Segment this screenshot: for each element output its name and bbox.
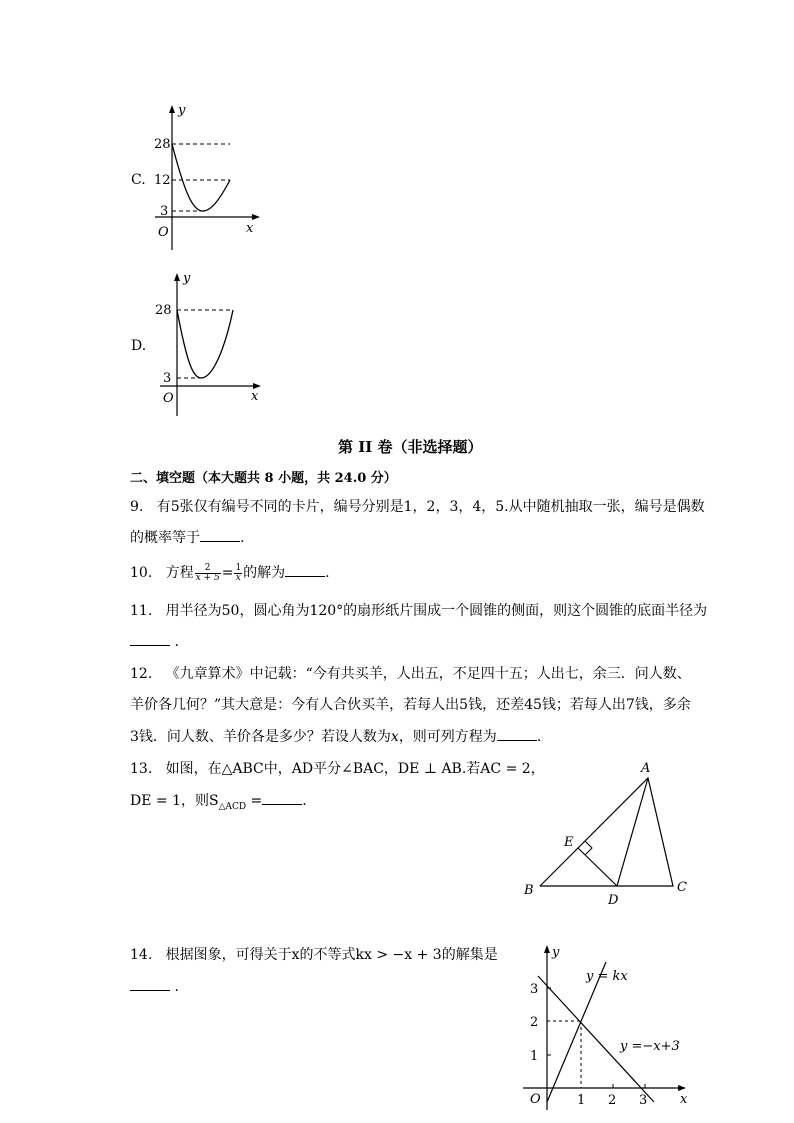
q14-x-tick-1: 1: [577, 1093, 586, 1108]
q14-origin-label: O: [530, 1092, 541, 1107]
q10-pre: 方程: [165, 565, 194, 581]
part-title: 第 II 卷（非选择题）: [338, 438, 483, 456]
q13-line2: [130, 790, 307, 817]
q11-answer-blank[interactable]: [130, 631, 170, 646]
option-d-graph: [155, 268, 270, 418]
q10-equals: =: [221, 565, 234, 581]
q14-y-tick-3: 3: [530, 982, 539, 997]
q14-y-axis-label: y: [552, 945, 560, 960]
q9-number: 9.: [130, 499, 144, 515]
q12-text-3: 3钱．问人数、羊价各是多少？若设人数为: [130, 729, 391, 745]
q11-line1: [130, 601, 707, 621]
q9-text: 有5张仅有编号不同的卡片，编号分别是1，2，3，4，5.从中随机抽取一张，编号是偶数: [156, 499, 705, 515]
q14-text: 根据图象，可得关于x的不等式kx > −x + 3的解集是: [165, 947, 498, 963]
q14-x-tick-2: 2: [608, 1093, 617, 1108]
q11-text: 用半径为50，圆心角为120°的扇形纸片围成一个圆锥的侧面，则这个圆锥的底面半径为: [165, 603, 708, 619]
c-y-axis-label: y: [178, 103, 186, 118]
q13-text-2: DE = 1，则S: [130, 793, 219, 809]
q12-number: 12.: [130, 666, 153, 682]
d-y-axis-label: y: [183, 271, 191, 286]
q13-end: .: [302, 793, 307, 809]
q14-label-y-kx: y = kx: [586, 969, 628, 984]
q10-fraction-2: $\frac{1}{x}$: [235, 562, 242, 583]
c-origin-label: O: [158, 225, 169, 240]
q13-text: 如图，在△ABC中，AD平分∠BAC，DE ⊥ AB.若AC = 2，: [165, 761, 545, 777]
c-tick-3: 3: [160, 204, 169, 219]
q11-line2: [130, 631, 179, 652]
q12-line2: 羊价各几何？”其大意是：今有人合伙买羊，若每人出5钱，还差45钱；若每人出7钱，多余: [130, 697, 691, 713]
q12-line1: [130, 664, 691, 684]
q14-label-y-neg-x-plus-3: y =−x+3: [620, 1039, 680, 1054]
q9-line2: [130, 527, 244, 548]
q14-y-tick-1: 1: [530, 1049, 539, 1064]
d-tick-3: 3: [163, 371, 172, 386]
q14-line2: [130, 976, 179, 997]
q14-line-graph: [518, 940, 698, 1115]
q13-label-b: B: [524, 883, 534, 898]
q14-number: 14.: [130, 947, 153, 963]
q12-text-3b: ，则可列方程为: [398, 729, 497, 745]
option-d-label[interactable]: D.: [131, 338, 147, 354]
option-c-graph: [150, 100, 270, 255]
q14-x-tick-3: 3: [639, 1093, 648, 1108]
q13-text-2b: =: [246, 793, 263, 809]
q13-triangle-figure: [518, 758, 698, 908]
d-x-axis-label: x: [251, 389, 259, 404]
q13-answer-blank[interactable]: [262, 790, 302, 805]
q11-end: .: [174, 634, 179, 650]
q10-number: 10.: [130, 565, 153, 581]
q13-number: 13.: [130, 761, 153, 777]
q9-answer-blank[interactable]: [200, 527, 240, 542]
q14-line1: [130, 945, 498, 965]
q14-x-axis-label: x: [680, 1092, 688, 1107]
q10-answer-blank[interactable]: [285, 562, 325, 577]
q13-label-c: C: [677, 880, 687, 895]
q13-line1: [130, 759, 545, 779]
q13-subscript: △ACD: [218, 801, 247, 812]
q9-text-2: 的概率等于: [130, 530, 200, 546]
q14-answer-blank[interactable]: [130, 976, 170, 991]
q13-label-a: A: [641, 761, 651, 776]
q12-line3: [130, 726, 541, 747]
c-x-axis-label: x: [246, 221, 254, 236]
q10-fraction-1: $\frac{2}{x + 5}$: [195, 562, 220, 583]
q13-label-d: D: [608, 893, 619, 908]
section-heading: 二、填空题（本大题共 8 小题，共 24.0 分）: [130, 471, 397, 486]
q12-answer-blank[interactable]: [497, 726, 537, 741]
q11-number: 11.: [130, 603, 153, 619]
q10-post: 的解为: [243, 565, 286, 581]
q10-line: [130, 562, 330, 583]
c-tick-12: 12: [154, 173, 171, 188]
q12-end: .: [536, 729, 542, 745]
c-tick-28: 28: [154, 137, 171, 152]
q12-var: x: [390, 729, 399, 745]
q14-end: .: [174, 979, 179, 995]
q10-end: .: [325, 565, 330, 581]
q13-label-e: E: [564, 835, 574, 850]
q12-text: 《九章算术》中记载：“今有共买羊，人出五，不足四十五；人出七，余三．问人数、: [165, 666, 691, 682]
q9-line1: [130, 497, 705, 517]
option-c-label[interactable]: C.: [131, 172, 146, 188]
q14-y-tick-2: 2: [530, 1015, 539, 1030]
d-origin-label: O: [163, 391, 174, 406]
q9-end: .: [240, 530, 245, 546]
d-tick-28: 28: [155, 303, 172, 318]
